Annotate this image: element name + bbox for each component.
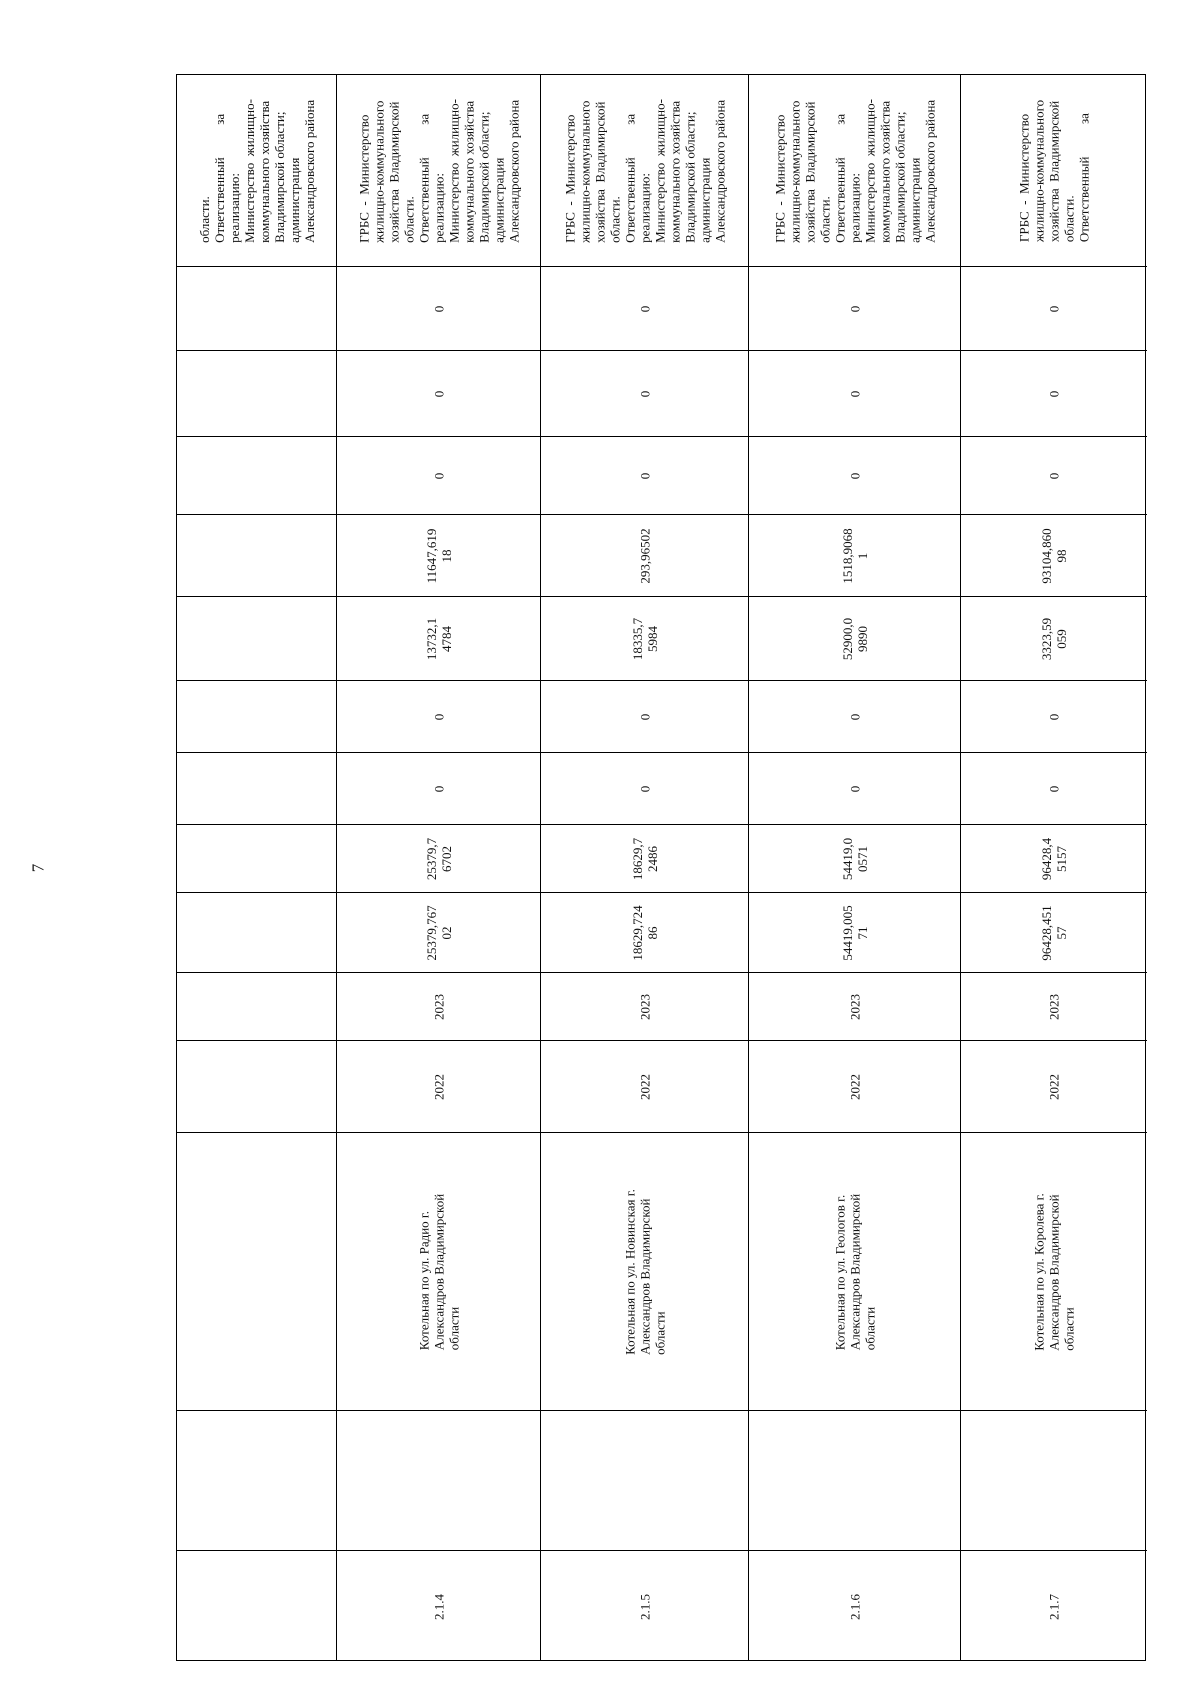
value-v3: 3323,59 059 xyxy=(1039,617,1069,660)
value-cell xyxy=(541,267,748,351)
object-cell xyxy=(337,1133,540,1411)
table-row xyxy=(177,75,337,1660)
value-v3: 18335,7 5984 xyxy=(629,617,660,660)
value-v4: 293,96502 xyxy=(637,527,652,584)
value-v7: 0 xyxy=(431,305,446,312)
value-v6: 0 xyxy=(637,390,652,397)
object-name: Котельная по ул. Геологов г. Александров Владимирской области xyxy=(832,1193,877,1350)
value-v2: 0 xyxy=(637,713,652,720)
year-cell xyxy=(177,1041,336,1133)
year-start: 2022 xyxy=(637,1073,652,1100)
value-cell xyxy=(177,825,336,893)
table-row xyxy=(337,75,541,1660)
value-v6: 0 xyxy=(847,390,862,397)
value-v5: 0 xyxy=(431,472,446,479)
row-number: 2.1.6 xyxy=(847,1593,862,1620)
responsible-cell xyxy=(961,75,1147,267)
value-cell xyxy=(749,597,960,681)
row-number: 2.1.4 xyxy=(431,1593,446,1620)
responsible-text: области. Ответственный за реализацию: Министерство жилищно- коммунального хозяйства Владимирской области; администрация Александровского района xyxy=(196,98,317,243)
empty-cell xyxy=(961,1411,1147,1551)
object-cell xyxy=(749,1133,960,1411)
number-cell xyxy=(337,1551,540,1662)
cost-a: 96428,451 57 xyxy=(1039,904,1069,961)
value-cell xyxy=(177,351,336,437)
value-cell xyxy=(961,825,1147,893)
value-cell xyxy=(541,893,748,973)
value-cell xyxy=(961,597,1147,681)
responsible-text: ГРБС - Министерство жилищно-коммунального хозяйства Владимирской области. Ответственный за реализацию: Министерство жилищно- коммунального хозяйства Владимирской области; администрация Александровского района xyxy=(562,98,727,243)
value-cell xyxy=(961,753,1147,825)
value-v1: 0 xyxy=(637,785,652,792)
value-cell xyxy=(541,825,748,893)
value-cell xyxy=(177,515,336,597)
value-cell xyxy=(541,351,748,437)
value-v5: 0 xyxy=(847,472,862,479)
empty-cell xyxy=(541,1411,748,1551)
value-cell xyxy=(961,267,1147,351)
object-cell xyxy=(177,1133,336,1411)
value-v1: 0 xyxy=(847,785,862,792)
value-cell xyxy=(749,825,960,893)
year-end: 2023 xyxy=(1046,993,1062,1020)
year-end: 2023 xyxy=(431,993,446,1020)
year-cell xyxy=(337,973,540,1041)
value-v4: 93104,860 98 xyxy=(1039,527,1069,584)
value-v6: 0 xyxy=(431,390,446,397)
object-name: Котельная по ул. Королева г. Александров Владимирской области xyxy=(1031,1192,1077,1351)
value-cell xyxy=(749,893,960,973)
value-cell xyxy=(961,515,1147,597)
cost-b: 54419,0 0571 xyxy=(839,837,870,880)
value-v7: 0 xyxy=(1046,305,1062,312)
value-v1: 0 xyxy=(1046,785,1062,792)
value-cell xyxy=(337,515,540,597)
page-number: 7 xyxy=(28,863,48,873)
value-v5: 0 xyxy=(637,472,652,479)
value-v4: 1518,9068 1 xyxy=(839,527,870,584)
value-v7: 0 xyxy=(847,305,862,312)
value-cell xyxy=(337,825,540,893)
value-cell xyxy=(177,753,336,825)
cost-a: 25379,767 02 xyxy=(423,904,454,961)
value-cell xyxy=(337,267,540,351)
value-cell xyxy=(541,753,748,825)
year-cell xyxy=(961,1041,1147,1133)
cost-b: 18629,7 2486 xyxy=(629,837,660,880)
value-cell xyxy=(337,681,540,753)
empty-cell xyxy=(337,1411,540,1551)
year-cell xyxy=(749,973,960,1041)
value-v2: 0 xyxy=(847,713,862,720)
value-cell xyxy=(961,437,1147,515)
value-cell xyxy=(177,267,336,351)
value-cell xyxy=(177,681,336,753)
responsible-text: ГРБС - Министерство жилищно-коммунального хозяйства Владимирской области. Ответственный за реализацию: Министерство жилищно- коммунального хозяйства Владимирской области; администрация Александровского района xyxy=(356,98,521,243)
responsible-cell xyxy=(541,75,748,267)
value-cell xyxy=(541,597,748,681)
value-v7: 0 xyxy=(637,305,652,312)
responsible-cell xyxy=(177,75,336,267)
value-cell xyxy=(749,437,960,515)
year-cell xyxy=(541,1041,748,1133)
object-cell xyxy=(541,1133,748,1411)
value-cell xyxy=(749,515,960,597)
year-cell xyxy=(177,973,336,1041)
empty-cell xyxy=(177,1411,336,1551)
data-table xyxy=(176,74,1146,1661)
value-cell xyxy=(541,681,748,753)
object-name: Котельная по ул. Новинская г. Александров Владимирской области xyxy=(622,1188,667,1355)
empty-cell xyxy=(749,1411,960,1551)
value-v4: 11647,619 18 xyxy=(423,528,454,583)
table-row xyxy=(541,75,749,1660)
value-cell xyxy=(749,681,960,753)
value-cell xyxy=(749,267,960,351)
value-v2: 0 xyxy=(431,713,446,720)
value-cell xyxy=(961,351,1147,437)
cost-a: 18629,724 86 xyxy=(629,904,660,961)
year-cell xyxy=(961,973,1147,1041)
year-start: 2022 xyxy=(1046,1073,1062,1100)
responsible-cell xyxy=(749,75,960,267)
value-cell xyxy=(961,681,1147,753)
table-row xyxy=(749,75,961,1660)
value-cell xyxy=(541,437,748,515)
row-number: 2.1.5 xyxy=(637,1593,652,1620)
value-cell xyxy=(337,893,540,973)
value-cell xyxy=(749,753,960,825)
cost-b: 96428,4 5157 xyxy=(1039,837,1069,880)
year-cell xyxy=(337,1041,540,1133)
value-cell xyxy=(337,437,540,515)
object-cell xyxy=(961,1133,1147,1411)
responsible-cell xyxy=(337,75,540,267)
table-row xyxy=(961,75,1147,1660)
value-cell xyxy=(337,597,540,681)
year-end: 2023 xyxy=(847,993,862,1020)
object-name: Котельная по ул. Радио г. Александров Владимирской области xyxy=(416,1193,461,1350)
value-v6: 0 xyxy=(1046,390,1062,397)
year-cell xyxy=(541,973,748,1041)
responsible-text: ГРБС - Министерство жилищно-коммунального хозяйства Владимирской области. Ответственный за реализацию: Министерство жилищно- коммунального хозяйства Владимирской области; администрация Александровского района xyxy=(772,98,937,243)
number-cell xyxy=(749,1551,960,1662)
value-cell xyxy=(541,515,748,597)
cost-a: 54419,005 71 xyxy=(839,904,870,961)
number-cell xyxy=(541,1551,748,1662)
year-end: 2023 xyxy=(637,993,652,1020)
value-v2: 0 xyxy=(1046,713,1062,720)
value-cell xyxy=(337,753,540,825)
value-v3: 52900,0 9890 xyxy=(839,617,870,660)
value-cell xyxy=(177,437,336,515)
value-v1: 0 xyxy=(431,785,446,792)
cost-b: 25379,7 6702 xyxy=(423,837,454,880)
value-v3: 13732,1 4784 xyxy=(423,617,454,660)
responsible-text: ГРБС - Министерство жилищно-коммунального хозяйства Владимирской области. Ответственный за xyxy=(1016,99,1092,242)
row-number: 2.1.7 xyxy=(1046,1593,1062,1620)
value-cell xyxy=(337,351,540,437)
number-cell xyxy=(961,1551,1147,1662)
number-cell xyxy=(177,1551,336,1662)
value-v5: 0 xyxy=(1046,472,1062,479)
year-start: 2022 xyxy=(431,1073,446,1100)
year-cell xyxy=(749,1041,960,1133)
value-cell xyxy=(749,351,960,437)
value-cell xyxy=(177,893,336,973)
value-cell xyxy=(177,597,336,681)
year-start: 2022 xyxy=(847,1073,862,1100)
value-cell xyxy=(961,893,1147,973)
